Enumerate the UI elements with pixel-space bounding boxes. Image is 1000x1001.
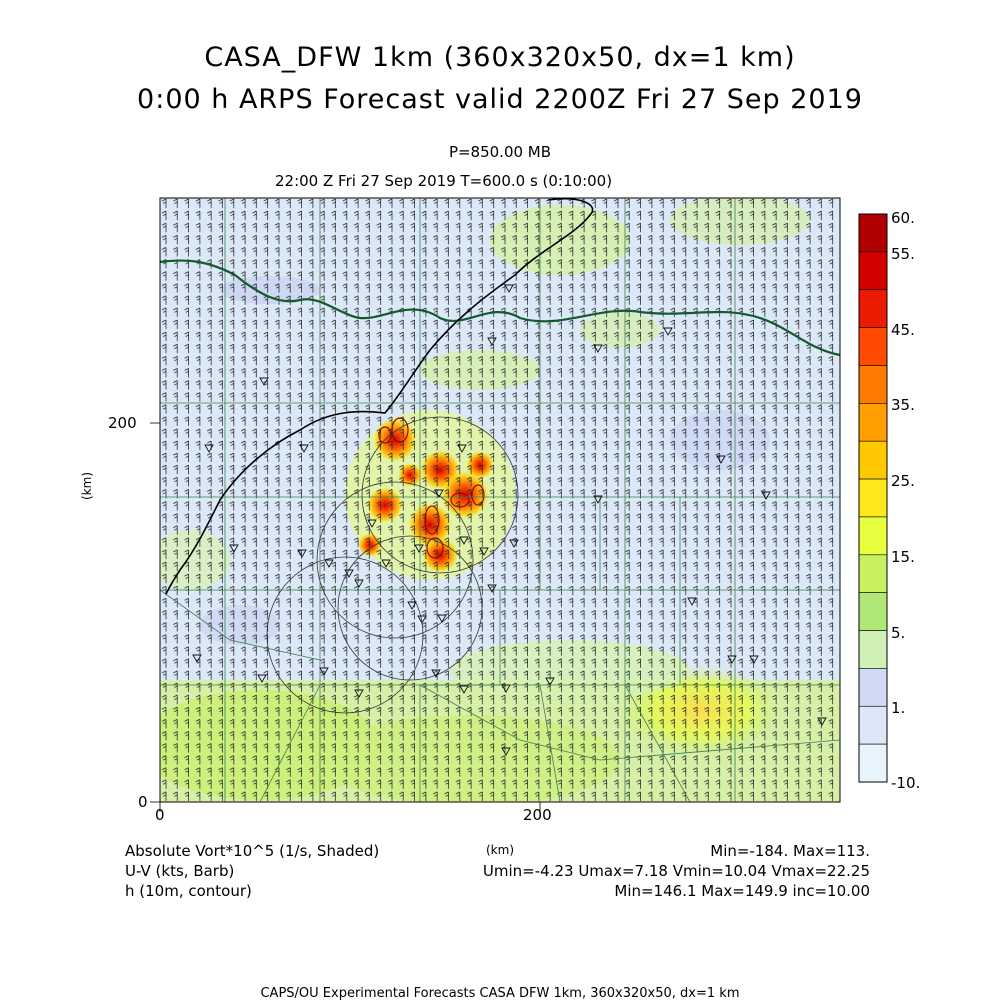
colorbar-label-25: 25. (891, 472, 915, 490)
valid-time-label: 22:00 Z Fri 27 Sep 2019 T=600.0 s (0:10:00) (275, 172, 613, 190)
legend-stats-height: Min=146.1 Max=149.9 inc=10.00 (614, 882, 870, 900)
colorbar-label-1: 1. (891, 699, 906, 717)
colorbar (859, 214, 887, 782)
y-axis-label: (km) (80, 471, 94, 500)
legend-field-height: h (10m, contour) (125, 882, 252, 900)
x-axis-label: (km) (486, 843, 515, 857)
legend-field-vorticity: Absolute Vort*10^5 (1/s, Shaded) (125, 842, 380, 860)
colorbar-swatch (859, 555, 887, 593)
y-tick-200: 200 (108, 414, 137, 432)
colorbar-label-60: 60. (891, 209, 915, 227)
colorbar-swatch (859, 441, 887, 479)
pressure-level-label: P=850.00 MB (448, 143, 552, 161)
legend-stats-wind: Umin=-4.23 Umax=7.18 Vmin=10.04 Vmax=22.25 (482, 862, 870, 880)
colorbar-swatch (859, 403, 887, 441)
legend-field-wind: U-V (kts, Barb) (125, 862, 235, 880)
chart-title-line2: 0:00 h ARPS Forecast valid 2200Z Fri 27 Sep 2019 (137, 84, 863, 115)
colorbar-swatch (859, 214, 887, 252)
footer-credit: CAPS/OU Experimental Forecasts CASA DFW 1km, 360x320x50, dx=1 km (260, 986, 740, 1001)
colorbar-swatch (859, 593, 887, 631)
colorbar-swatch (859, 328, 887, 366)
colorbar-swatch (859, 706, 887, 744)
colorbar-swatch (859, 668, 887, 706)
colorbar-swatch (859, 631, 887, 669)
colorbar-label-35: 35. (891, 396, 915, 414)
colorbar-label-neg10: -10. (891, 774, 921, 792)
colorbar-label-5: 5. (891, 624, 906, 642)
x-tick-0: 0 (155, 806, 165, 824)
wind-barb-icon (160, 198, 840, 802)
legend-stats-vorticity: Min=-184. Max=113. (710, 842, 870, 860)
colorbar-label-45: 45. (891, 321, 915, 339)
y-tick-0: 0 (138, 793, 148, 811)
colorbar-swatch (859, 252, 887, 290)
colorbar-swatch (859, 517, 887, 555)
x-tick-200: 200 (523, 806, 552, 824)
vorticity-shading (140, 195, 840, 805)
chart-title-line1: CASA_DFW 1km (360x320x50, dx=1 km) (204, 42, 796, 73)
colorbar-label-15: 15. (891, 548, 915, 566)
colorbar-swatch (859, 479, 887, 517)
colorbar-swatch (859, 290, 887, 328)
colorbar-label-55: 55. (891, 245, 915, 263)
colorbar-swatch (859, 365, 887, 403)
colorbar-swatch (859, 744, 887, 782)
